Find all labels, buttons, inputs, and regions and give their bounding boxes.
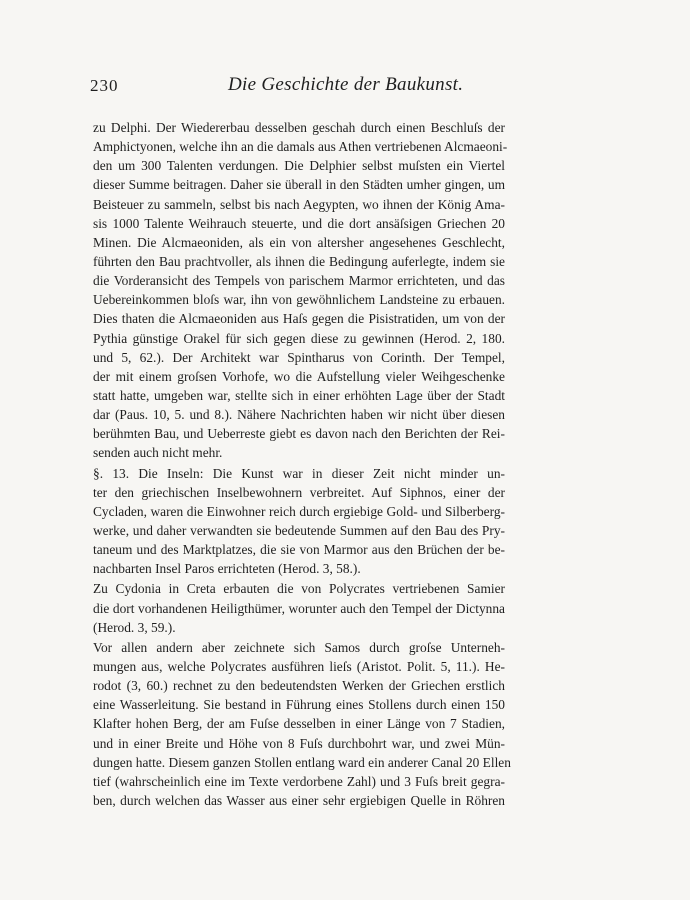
text-line: Pythia günstige Orakel für sich gegen diese zu gewinnen (Herod. 2, 180. <box>93 330 505 346</box>
text-line: der mit einem groſsen Vorhofe, wo die Aufstellung vieler Weihgeschenke <box>93 368 505 384</box>
text-line: Vor allen andern aber zeichnete sich Samos durch groſse Unterneh- <box>93 639 505 655</box>
page-number: 230 <box>90 76 119 95</box>
text-line: Dies thaten die Alcmaeoniden aus Haſs gegen die Pisistratiden, um von der <box>93 311 505 327</box>
text-line: und 5, 62.). Der Architekt war Spintharus von Corinth. Der Tempel, <box>93 349 505 365</box>
text-line: ter den griechischen Inselbewohnern verbreitet. Auf Siphnos, einer der <box>93 484 505 500</box>
text-line: nachbarten Insel Paros errichteten (Herod. 3, 58.). <box>93 561 361 577</box>
text-line: statt hatte, umgeben war, stellte sich in einer erhöhten Lage über der Stadt <box>93 387 505 403</box>
text-line: sis 1000 Talente Weihrauch steuerte, und die dort ansäſsigen Griechen 20 <box>93 215 505 231</box>
text-line: rodot (3, 60.) rechnet zu den bedeutendsten Werken der Griechen erstlich <box>93 678 505 694</box>
text-line: dungen hatte. Diesem ganzen Stollen entlang ward ein anderer Canal 20 Ellen <box>93 754 511 770</box>
text-line: dieser Summe beitragen. Daher sie überall in den Städten umher gingen, um <box>93 177 505 193</box>
page-header <box>90 74 502 100</box>
running-title: Die Geschichte der Baukunst. <box>228 74 464 95</box>
text-line: berühmten Bau, und Ueberreste giebt es davon nach den Berichten der Rei- <box>93 426 505 442</box>
text-line: taneum und des Marktplatzes, die sie von Marmor aus den Brüchen der be- <box>93 542 505 558</box>
text-line: mungen aus, welche Polycrates ausführen lieſs (Aristot. Polit. 5, 11.). He- <box>93 658 505 674</box>
text-line: ben, durch welchen das Wasser aus einer sehr ergiebigen Quelle in Röhren <box>93 792 505 808</box>
text-line: Beisteuer zu sammeln, selbst bis nach Aegypten, wo ihnen der König Ama- <box>93 196 505 212</box>
text-line: (Herod. 3, 59.). <box>93 619 176 635</box>
text-line: Amphictyonen, welche ihn an die damals aus Athen vertriebenen Alcmaeoni- <box>93 139 508 155</box>
text-line: Klafter hohen Berg, der am Fuſse desselben in einer Länge von 7 Stadien, <box>93 716 505 732</box>
body-text <box>93 118 511 810</box>
text-line: Uebereinkommen bloſs war, ihn von gewöhnlichem Landsteine zu erbauen. <box>93 292 505 308</box>
text-line: dar (Paus. 10, 5. und 8.). Nähere Nachrichten haben wir nicht über diesen <box>93 407 505 423</box>
text-line: Zu Cydonia in Creta erbauten die von Polycrates vertriebenen Samier <box>93 581 505 597</box>
text-line: senden auch nicht mehr. <box>93 445 223 461</box>
text-line: führten den Bau prachtvoller, als ihnen die Bedingung auferlegte, indem sie <box>93 253 505 269</box>
text-line: werke, und daher verwandten sie bedeutende Summen auf den Bau des Pry- <box>93 522 505 538</box>
text-line: den um 300 Talenten verdungen. Die Delphier selbst muſsten ein Viertel <box>93 158 505 174</box>
text-line: die dort vorhandenen Heiligthümer, worunter auch den Tempel der Dictynna <box>93 600 505 616</box>
text-line: Minen. Die Alcmaeoniden, als ein von altersher angesehenes Geschlecht, <box>93 234 505 250</box>
text-line: die Vorderansicht des Tempels von parischem Marmor errichteten, und das <box>93 273 505 289</box>
text-line: zu Delphi. Der Wiedererbau desselben geschah durch einen Beschluſs der <box>93 120 505 135</box>
text-line: §. 13. Die Inseln: Die Kunst war in dieser Zeit nicht minder un- <box>93 465 505 481</box>
text-line: tief (wahrscheinlich eine im Texte verdorbene Zahl) und 3 Fuſs breit gegra- <box>93 773 505 789</box>
text-line: Cycladen, waren die Einwohner reich durch ergiebige Gold- und Silberberg- <box>93 503 505 519</box>
text-line: und in einer Breite und Höhe von 8 Fuſs durchbohrt war, und zwei Mün- <box>93 735 505 751</box>
text-line: eine Wasserleitung. Sie bestand in Führung eines Stollens durch einen 150 <box>93 697 505 713</box>
